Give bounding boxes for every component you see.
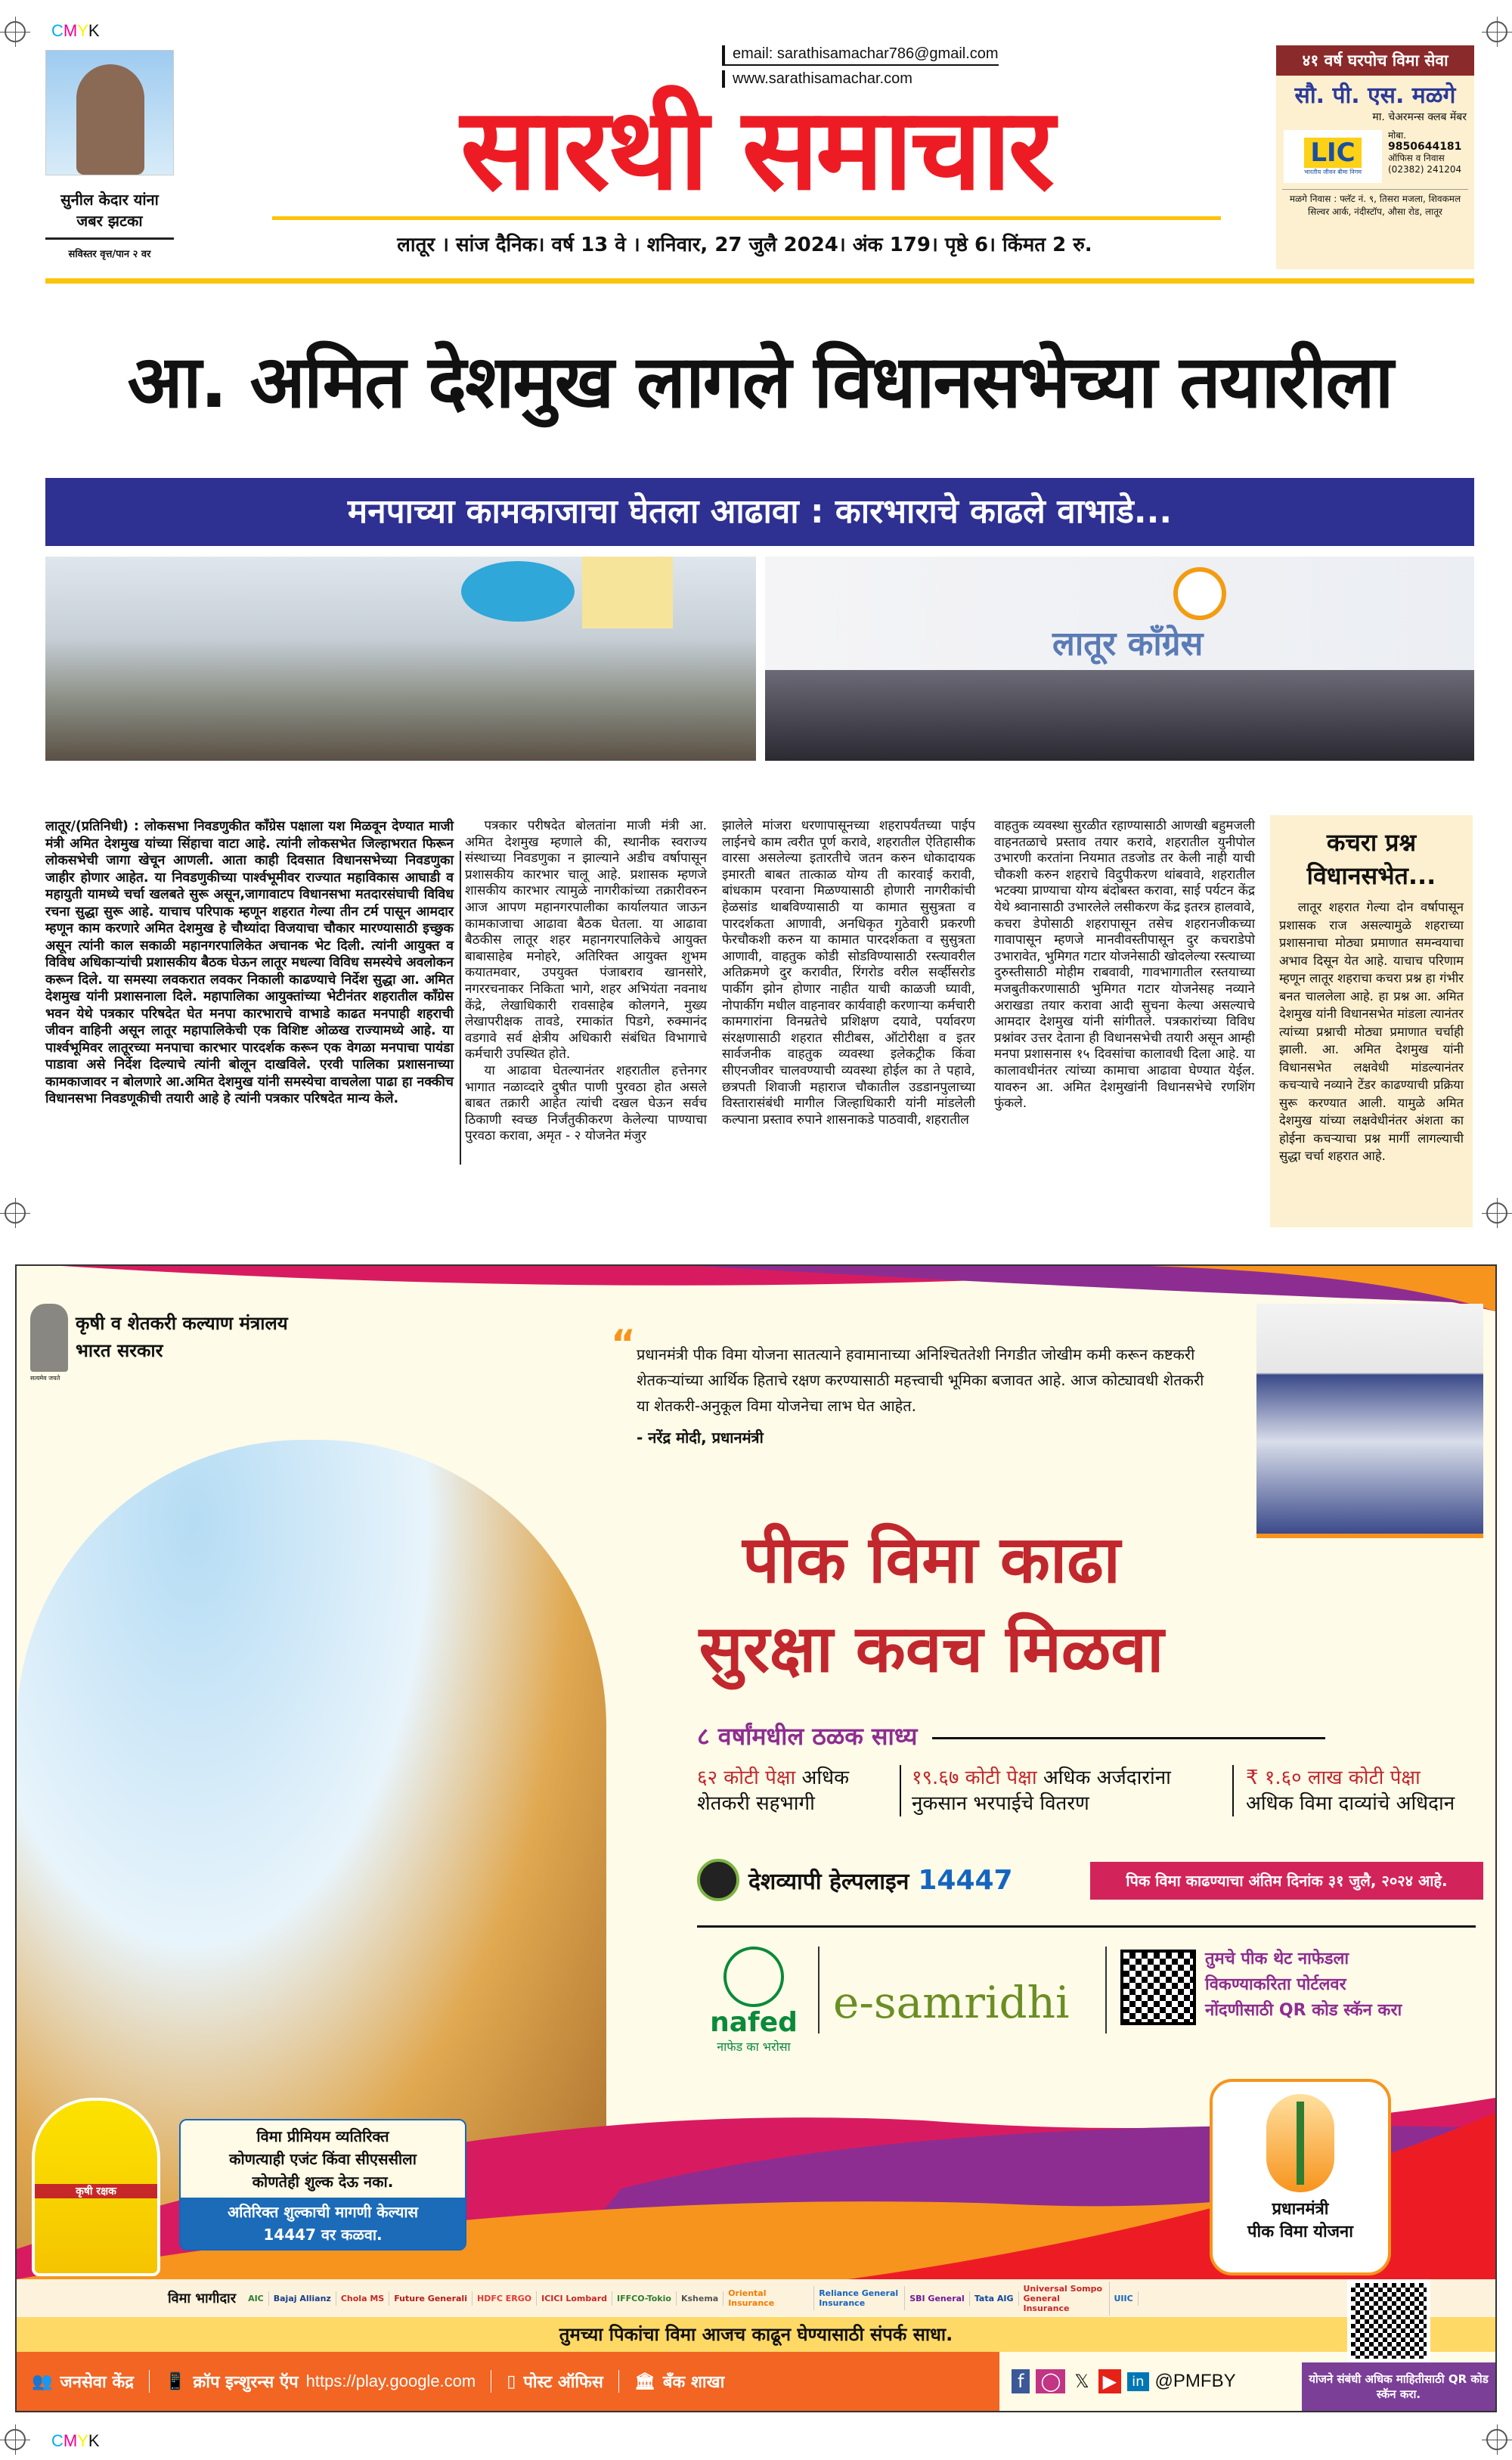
youtube-icon[interactable]: ▶ — [1098, 2369, 1121, 2393]
registration-mark — [5, 1202, 26, 1224]
meeting-photo — [45, 557, 756, 761]
sidebar-story — [1270, 815, 1473, 1227]
email-text: email: sarathisamachar786@gmail.com — [722, 45, 999, 66]
office-phone: (02382) 241204 — [1388, 164, 1462, 175]
paragraph: पत्रकार परीषदेत बोलतांना माजी मंत्री आ. अमित देशमुख म्हणाले की, स्थानीक स्वराज्य संस्थाच्या निवडणुका न झाल्याने अडीच वर्षापासून प्रशासकीय कारभार चालू आहे. प्रशासक म्हणजे शासकीय कारभार त्यामुळे नागरीकांच्या तक्रारीवरुन आज आपण महानगरपालीका कार्यालयात जाऊन कामकाजाचा आढावा बैठक घेतला. या आढावा बैठकीस लातूर शहर महानगरपालिकेचे आयुक्त बाबासाहेब मनोहरे, अतिरिक्त आयुक्त शुभम कयातमवार, उपयुक्त पंजाबराव खानसोरे, नगररचनाकर निकिता भागे, शहर अभियंता नवनाथ केंद्रे, लेखाधिकारी रावसाहेब कोलगने, मुख्य लेखापरीक्षक तावडे, रमाकांत पिडगे, रुक्मानंद वडगावे सर्व क्षेत्रीय अधिकारी संबंधित विभागाचे कर्मचारी उपस्थित होते. — [465, 818, 707, 1062]
agent-role: मा. चेअरमन्स क्लब मेंबर — [1372, 111, 1467, 123]
partner-logo: Universal Sompo General Insurance — [1019, 2282, 1110, 2316]
pmfby-advertisement — [15, 1264, 1497, 2412]
divider — [818, 1947, 820, 2033]
article-column-3 — [722, 818, 975, 1128]
sub-headline-banner: मनपाच्या कामकाजाचा घेतला आढावा : कारभाराचे काढले वाभाडे... — [45, 478, 1474, 546]
social-handle[interactable]: @PMFBY — [1154, 2371, 1236, 2391]
emblem-motto: सत्यमेव जयते — [30, 1375, 60, 1382]
qr-instructions: तुमचे पीक थेट नाफेडला विकण्याकरिता पोर्टलवर नोंदणीसाठी QR कोड स्कॅन करा — [1205, 1950, 1402, 2020]
partner-logo: AIC — [243, 2291, 269, 2306]
slogan: पीक विमा काढा सुरक्षा कवच मिळवा — [699, 1522, 1164, 1687]
qr-code[interactable] — [1120, 1950, 1196, 2025]
registration-mark — [1486, 1202, 1507, 1224]
lic-agent-ad — [1276, 45, 1474, 269]
newspaper-title: सारथी समाचार — [460, 82, 1052, 216]
registration-mark — [5, 21, 26, 42]
quote-text: प्रधानमंत्री पीक विमा योजना सातत्याने हवामानाच्या अनिश्चिततेशी निगडीत जोखीम कमी करून कष्टकरी शेतकऱ्यांच्या आर्थिक हिताचे रक्षण करण्यासाठी महत्त्वाची भूमिका बजावत आहे. आज कोट्यावधी शेतकरी या शेतकरी-अनुकूल विमा योजनेचा लाभ घेत आहेत. — [637, 1345, 1204, 1415]
headline-area — [45, 291, 1474, 473]
bank-icon: 🏛 — [634, 2372, 655, 2391]
channel-jansewa[interactable]: 👥 जनसेवा केंद्र — [17, 2370, 150, 2393]
agent-address: मळगे निवास : फ्लॅट नं. ९, तिसरा मजला, शिवकमल सिल्वर आर्क, नंदीस्टॉप, औसा रोड, लातूर — [1282, 189, 1468, 219]
notice-bottom: अतिरिक्त शुल्काची मागणी केल्यास 14447 वर कळवा. — [181, 2198, 465, 2249]
deadline-notice: पिक विमा काढण्याचा अंतिम दिनांक ३१ जुलै, २०२४ आहे. — [1090, 1862, 1483, 1900]
website-text: www.sarathisamachar.com — [722, 70, 999, 88]
column-rule — [460, 851, 461, 1165]
paragraph: वाहतुक व्यवस्था सुरळीत रहाण्यासाठी आणखी बहुमजली वाहनतळाचे प्रस्ताव तयार करावे, शहरातील युनीपोल उभारणी करतांना नियमात तडजोड तर केली नाही याची चौकशी करुन शहराचे विदुपीकरण थांबवावे, शहरातील भटक्या प्राण्याचा योग्य बंदोबस्त करावा, साई पर्यटन केंद्र येथे श्र्वानासाठी उभारलेले लसीकरण केंद्र इतरत्र हालवावे, कचरा डेपोसाठी शहरापासून तसेच शहरानजीकच्या गावापासून म्हणजे मानवीवस्तीपासून दुर कचराडेपो उभारावेत, भुमिगत गटार योजनेसाठी खोदलेल्या रस्त्याच्या दुरुस्तीसाठी मोहीम राबवावी, गावभागातील रस्तयाच्या मजबुतीकरणासाठी भुमिगत गटार योजनेसह नव्याने अराखडा तयार करावा आदी सुचना केल्या असल्याचे आमदार देशमुख यांनी सांगीतले. पत्रकारांच्या विविध प्रश्नांवर उत्तर देताना ही विधानसभेची तयारी असून आम्ही मनपा प्रशासनास १५ दिवसांचा कालावधी दिला आहे. या कालावधीनंतर त्यांच्या कामाचा आढावा घेण्यात येईल. यावरुन आ. अमित देशमुखांनी विधानसभेचे रणशिंग फुंकले. — [994, 818, 1256, 1112]
left-teaser[interactable] — [45, 189, 174, 265]
linkedin-icon[interactable]: in — [1127, 2372, 1148, 2391]
registration-mark — [1486, 21, 1507, 42]
divider — [272, 216, 1221, 220]
contact-block — [722, 45, 999, 88]
quote-open-icon: “ — [611, 1322, 636, 1366]
teaser-line: जबर झटका — [76, 212, 143, 230]
paragraph: लातूर शहरात गेल्या दोन वर्षापासून प्रशासक राज असल्यामुळे शहराच्या प्रशासनाचा मोठ्या प्रमाणात समन्वयाचा अभाव दिसून येत आहे. याचाच परिणाम म्हणून लातूर शहराचा कचरा प्रश्न हा गंभीर बनत चाललेला आहे. हा प्रश्न आ. अमित देशमुख यांनी विधानसभेत मांडला त्यानंतर त्यांच्या प्रश्नाची मोठ्या प्रमाणात चर्चाही झाली. आ. अमित देशमुख यांनी विधानसभेत लक्षवेधी मांडल्यानंतर कचऱ्याचे नव्याने टेंडर काढण्याची प्रक्रिया सुरू करण्यात आली. यामुळे अमित देशमुख यांच्या लक्षवेधीनंतर अंशता का होईना कचऱ्याचा प्रश्न मार्गी लागल्याची सुद्धा चर्चा शहरात आहे. — [1279, 900, 1464, 1163]
channel-bank[interactable]: 🏛 बँक शाखा — [634, 2372, 725, 2392]
contact-line: तुमच्या पिकांचा विमा आजच काढून घेण्यासाठी संपर्क साधा. — [17, 2317, 1495, 2352]
registration-mark — [5, 2429, 26, 2450]
channel-app[interactable]: 📱 क्रॉप इन्शुरन्स ऍप https://play.google.com — [150, 2370, 491, 2393]
partner-logo: HDFC ERGO — [472, 2291, 537, 2306]
esamridhi-logo: e-samridhi — [833, 1977, 1070, 2028]
people-icon: 👥 — [32, 2372, 53, 2391]
helpline-number: 14447 — [918, 1864, 1013, 1896]
no-fee-notice — [179, 2119, 466, 2251]
partner-logo: Tata AIG — [970, 2291, 1019, 2306]
helpline-label: देशव्यापी हेल्पलाइन — [748, 1868, 909, 1895]
article-column-2 — [465, 818, 707, 1145]
nafed-logo: nafed नाफेड का भरोसा — [697, 1947, 810, 2055]
pm-photo — [1256, 1304, 1483, 1538]
divider — [1105, 1947, 1107, 2033]
registration-mark — [1486, 2429, 1507, 2450]
partner-logo: Future Generali — [389, 2291, 472, 2306]
notice-top: विमा प्रीमियम व्यतिरिक्त कोणत्याही एजंट किंवा सीएससीला कोणतेही शुल्क देऊ नका. — [181, 2120, 465, 2198]
main-headline: आ. अमित देशमुख लागले विधानसभेच्या तयारीला — [127, 340, 1393, 424]
mascot-farmer: कृषी रक्षक — [32, 2098, 160, 2276]
partner-logo: IFFCO-Tokio — [612, 2291, 677, 2306]
partners-label: विमा भागीदार — [168, 2291, 237, 2306]
sidebar-title: कचरा प्रश्न विधानसभेत... — [1306, 828, 1436, 890]
x-icon[interactable]: 𝕏 — [1074, 2371, 1089, 2392]
masthead-rule — [45, 278, 1474, 284]
teaser-ref: सविस्तर वृत्त/पान २ वर — [45, 237, 174, 265]
dateline: लातूर । सांज दैनिक। वर्ष 13 वे । शनिवार, 27 जुलै 2024। अंक 179। पृष्ठे 6। किंमत 2 रु. — [397, 234, 1092, 256]
paragraph: या आढावा घेतल्यानंतर शहरातील हत्तेनगर भागात नळाव्दारे दुषीत पाणी पुरवठा होत असले बाबत तक्रारी आहेत त्यांची दखल घेऊन सर्वच ठिकाणी स्वच्छ निर्जंतुकीकरण केलेल्या पाण्याचा पुरवठा करावा, अमृत - २ योजनेत मंजुर — [465, 1062, 707, 1144]
headset-icon — [697, 1859, 739, 1901]
cmyk-mark: CMYK — [51, 21, 100, 40]
banner-text-in-photo: लातूर काँग्रेस — [1052, 625, 1204, 663]
mobile-label: मोबा. — [1388, 130, 1407, 141]
phone-icon: 📱 — [164, 2372, 186, 2391]
portrait-photo — [45, 50, 174, 175]
logo-in-photo — [461, 561, 575, 622]
qr-note: योजने संबंधी अधिक माहितीसाठी QR कोड स्कॅन करा. — [1302, 2362, 1495, 2411]
partner-logo: Oriental Insurance — [723, 2286, 814, 2310]
agent-name: सौ. पी. एस. मळगे — [1294, 82, 1456, 109]
app-url-link[interactable]: https://play.google.com — [305, 2372, 476, 2390]
lic-logo: LIC भारतीय जीवन बीमा निगम — [1284, 130, 1382, 183]
wheat-hands-icon — [1266, 2094, 1334, 2192]
paragraph: लातूर/(प्रतिनिधी) : लोकसभा निवडणुकीत काँग्रेस पक्षाला यश मिळवून देण्यात माजी मंत्री अमित देशमुख यांच्या सिंहाचा वाटा आहे. त्यांनी लोकसभेत जिल्हाभरात फिरून लोकसभेची जागा खेचून आणली. आता काही दिवसात विधानसभेच्या निवडणुका जाहीर होणार आहेत. या निवडणुकीच्या पार्श्वभूमीवर राज्यात महाविकास आघाडी व महायुती यामध्ये चर्चा खलबते सुरू असून,जागावाटप विधानसभा मतदारसंघाची विविध रचना सुद्धा सुरू आहे. याचाच परिपाक म्हणून शहरात गेल्या तीन टर्म पासून आमदार म्हणून काम करणारे अमित देशमुख हे चौथ्यांदा विजयाचा चौकार मारण्यासाठी इच्छुक असून त्यांनी काल सकाळी महानगरपालिकेत अचानक भेट दिली. त्यांनी आयुक्त व विविध अधिकाऱ्यांची प्रशासकीय बैठक घेऊन लातूर मधल्या विविध समस्येचे अवलोकन करून दिले. या समस्या लवकरात लवकर निकाली काढण्याचे निर्देश सुद्धा आ. अमित देशमुख यांनी प्रशासनाला दिले. महापालिका आयुक्तांच्या भेटीनंतर शहरातील काँग्रेस भवन येथे पत्रकार परिषदेत घेत मनपा कारभाराचे वाभाडे काढत मनपाही शहराची जीवन वाहिनी असून लातूर महापालिकेची एक विशिष्ट ओळख राज्यामध्ये आहे. या पार्श्वभूमिवर लातूरच्या मनपाचा कारभार पारदर्शक करून एक वेगळा मनपाचा पायंडा पाडावा असे निर्देश दिल्याचे त्यांनी बोलून दाखविले. एरवी पालिका प्रशासनाच्या कामकाजावर न बोलणारे आ.अमित देशमुख यांनी समस्येचा वाचलेला पाढा हा नक्कीच विधानसभा निवडणूकीची तयारी आहे हे त्यांनी पत्रकार परिषदेत मान्य केले. — [45, 819, 454, 1106]
quote-attribution: - नरेंद्र मोदी, प्रधानमंत्री — [637, 1429, 764, 1447]
partner-logo: Bajaj Allianz — [269, 2291, 336, 2306]
facebook-icon[interactable]: f — [1012, 2369, 1030, 2393]
stats-row — [697, 1765, 1483, 1816]
pmfby-qr-code[interactable] — [1347, 2279, 1430, 2362]
poster-in-photo — [582, 557, 673, 628]
stat-item: १९.६७ कोटी पेक्षा अधिक अर्जदारांना नुकसान भरपाईचे वितरण — [901, 1765, 1234, 1816]
national-emblem-icon — [30, 1304, 68, 1372]
partner-logo: SBI General — [905, 2291, 970, 2306]
achievements-title: ८ वर्षांमधील ठळक साध्य — [697, 1720, 1483, 1752]
divider — [697, 1925, 1476, 1928]
cmyk-mark: CMYK — [51, 2431, 100, 2450]
partner-logo: Chola MS — [336, 2291, 389, 2306]
stat-item: ₹ १.६० लाख कोटी पेक्षा अधिक विमा दाव्यांचे अधिदान — [1246, 1767, 1455, 1815]
postbox-icon: ▯ — [507, 2372, 516, 2391]
press-conference-photo — [765, 557, 1474, 761]
article-column-1 — [45, 818, 454, 1108]
channel-post[interactable]: ▯ पोस्ट ऑफिस — [491, 2370, 619, 2393]
paragraph: झालेले मांजरा धरणापासूनच्या शहरापर्यंतच्या पाईप लाईनचे काम त्वरीत पूर्ण करावे, शहरातील ऐतिहासीक वारसा असलेल्या इतारतीचे जतन करुन धोकादायक इमारती बाबत तात्काळ योग्य ती कारवाई करावी, बांधकाम परवाना मिळण्यासाठी होणारी नागरीकांची हेळसांड थाबविण्यासाठी या कामात सुसुत्रता व पारदर्शकता आणावी, अनधिकृत गुठेवारी प्रकरणी फेरचौकशी करुन या कामात पारदर्शकता व सुसुत्रता आणावी, वाहतुक कोडी सोडविण्यासाठी रस्त्यावरील अतिक्रमणे दुर करावीत, रिंगरोड वरील सर्व्हीसरोड पार्कीग झोन होणार नाहीत याची काळजी घ्यावी, नोपार्कीग मधील वाहनावर कार्यवाही करणाऱ्या कर्मचारी कामगारांना विनम्रतेचे प्रशिक्षण दयावे, पर्यावरण संरक्षणासाठी शहरात सीटीबस, ऑटोरीक्षा व इतर सार्वजनीक वाहतुक व्यवस्था इलेकट्रीक किंवा सीएनजीवर चालवण्याची व्यवस्था होईल का ते पहावे, छत्रपती शिवाजी महाराज चौकातील उडडानपुलाच्या विस्तारासंबंधी मागील जिल्हाधिकारी यांनी मांडलेली कल्पाना प्रस्ताव रुपाने शासनाकडे पाठवावी, शहरातील — [722, 818, 975, 1128]
stat-item: ६२ कोटी पेक्षा अधिक शेतकरी सहभागी — [697, 1765, 901, 1816]
pmfby-logo: प्रधानमंत्री पीक विमा योजना — [1210, 2079, 1391, 2275]
instagram-icon[interactable]: ◯ — [1036, 2369, 1065, 2393]
partner-logo: Reliance General Insurance — [814, 2286, 905, 2310]
teaser-line: सुनील केदार यांना — [60, 191, 159, 209]
ad-banner: ४१ वर्ष घरपोच विमा सेवा — [1276, 45, 1474, 76]
helpline[interactable] — [697, 1859, 1013, 1901]
insurance-partners-bar — [17, 2279, 1332, 2317]
pm-quote — [611, 1322, 1211, 1450]
mobile-number: 9850644181 — [1388, 141, 1462, 153]
partner-logo: ICICI Lombard — [537, 2291, 612, 2306]
ministry-name: कृषी व शेतकरी कल्याण मंत्रालय भारत सरकार — [76, 1313, 288, 1361]
partner-logo: Kshema — [677, 2291, 723, 2306]
social-bar — [999, 2352, 1302, 2411]
channels-bar — [17, 2352, 999, 2411]
office-label: ऑफिस व निवास — [1388, 153, 1445, 163]
article-column-4 — [994, 818, 1255, 1112]
partner-logo: UIIC — [1110, 2291, 1139, 2306]
